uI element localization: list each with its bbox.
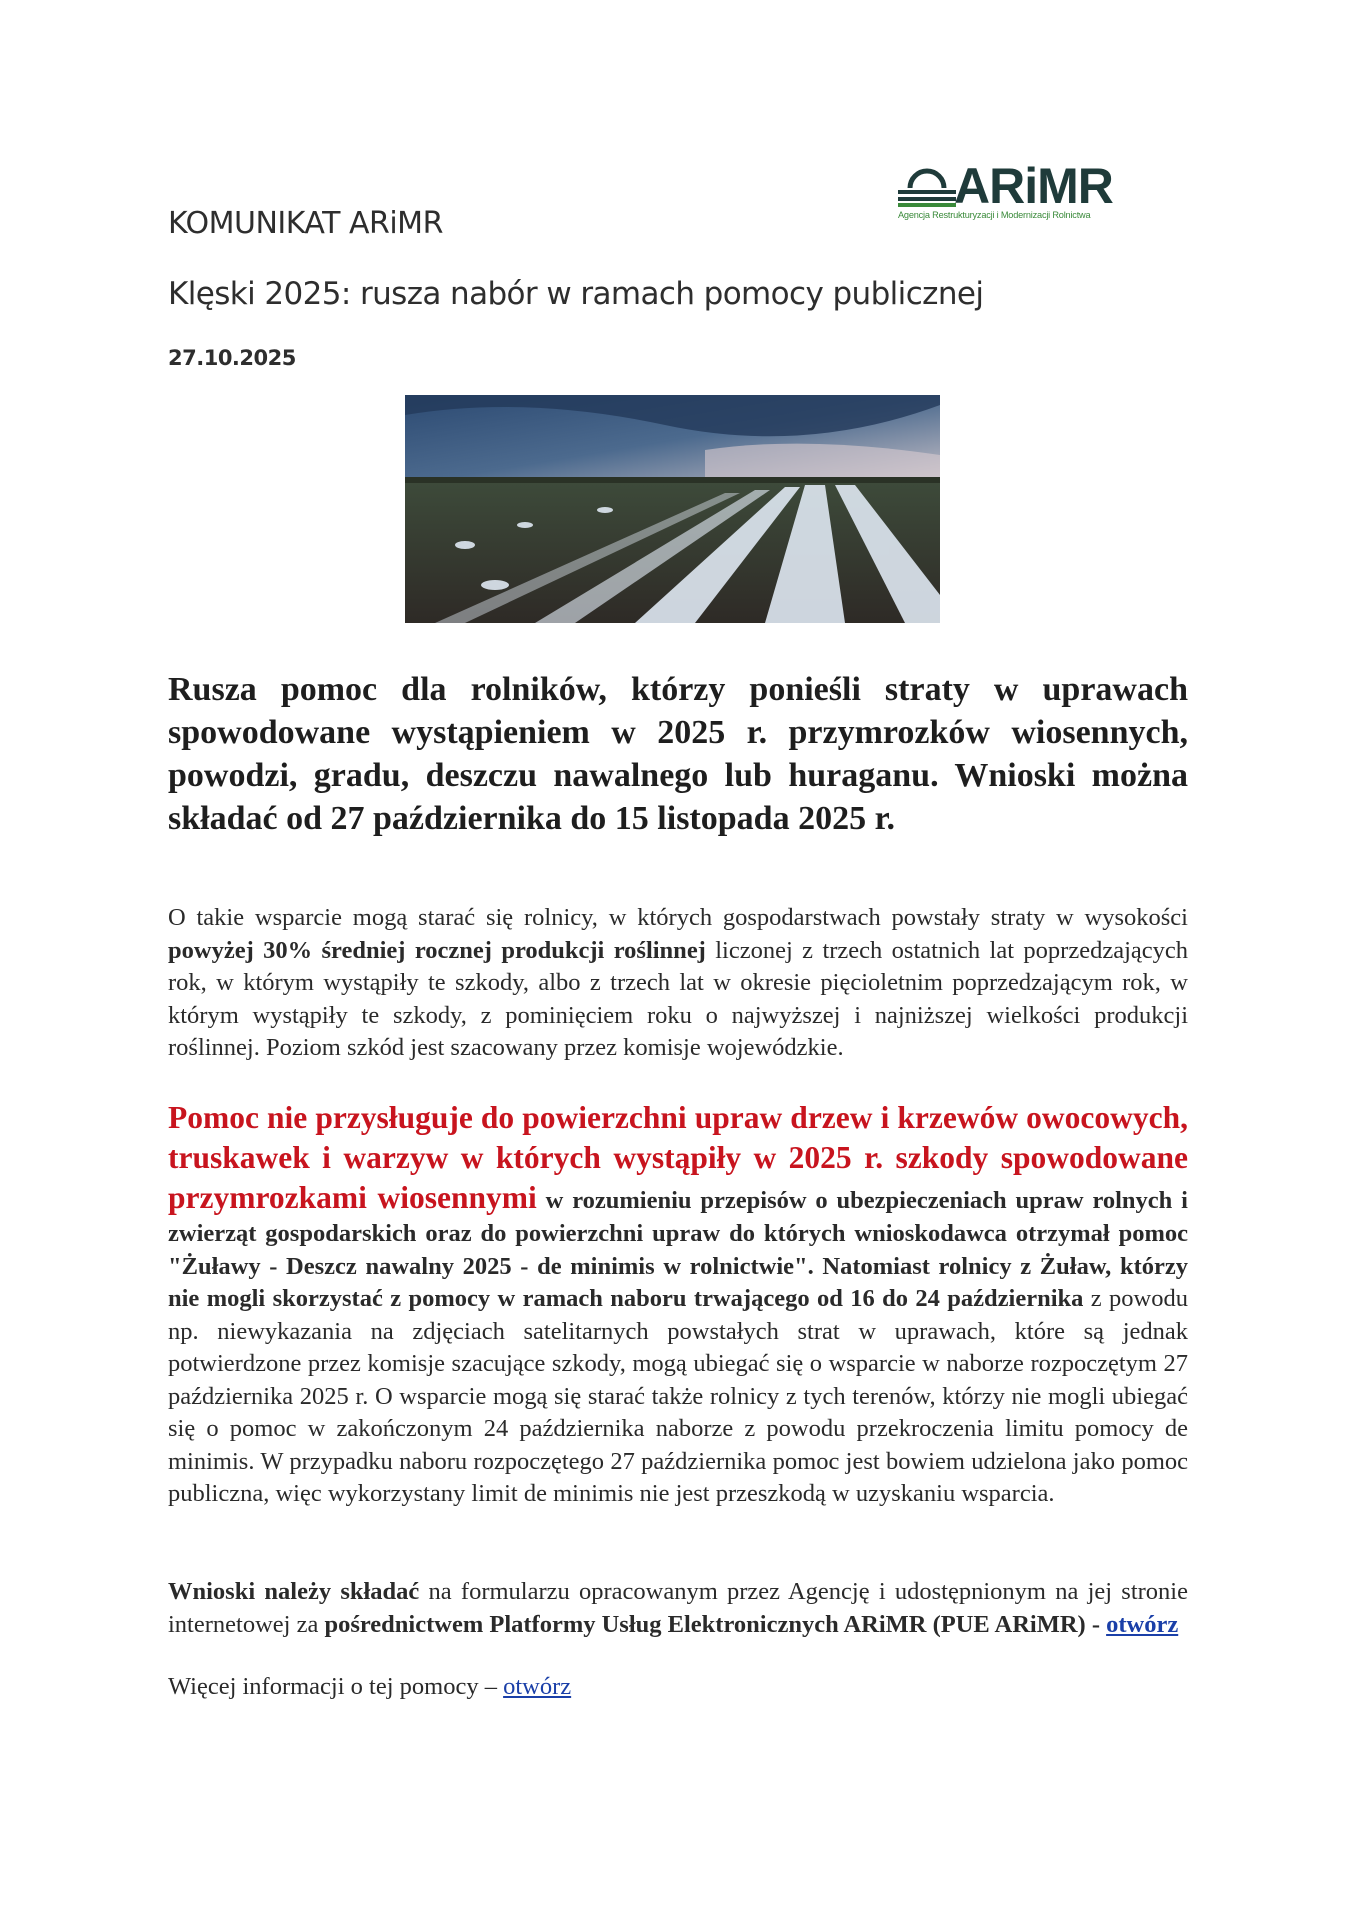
arimr-logo <box>896 160 1146 226</box>
p4-text: Więcej informacji o tej pomocy – <box>168 1673 504 1700</box>
lead-paragraph: Rusza pomoc dla rolników, którzy ponieśli straty w uprawach spowodowane wystąpieniem w 2025 r. przymrozków wiosennych, powodzi, gradu, deszczu nawalnego lub huraganu. Wnioski można składać od 27 października do 15 listopada 2025 r. <box>168 671 1188 837</box>
pue-open-link[interactable]: otwórz <box>1106 1610 1179 1638</box>
photo-illustration <box>405 395 940 623</box>
more-info-open-link[interactable]: otwórz <box>503 1673 572 1700</box>
application-paragraph <box>168 1576 1188 1641</box>
p1-bold: powyżej 30% średniej rocznej produkcji roślinnej <box>168 936 706 964</box>
arimr-logo-mark-icon <box>896 166 958 208</box>
page-title: Klęski 2025: rusza nabór w ramach pomocy publicznej <box>168 276 984 312</box>
p2-text: z powodu np. niewykazania na zdjęciach satelitarnych powstałych strat w uprawach, które są jednak potwierdzone przez komisje szacujące szkody, mogą ubiegać się o wsparcie w naborze rozpoczętym 27 października 2025 r. O wsparcie mogą się starać także rolnicy z tych terenów, którzy nie mogli ubiegać się o pomoc w zakończonym 24 października naborze z powodu przekroczenia limitu pomocy de minimis. W przypadku naboru rozpoczętego 27 października pomoc jest bowiem udzielona jako pomoc publiczna, więc wykorzystany limit de minimis nie jest przeszkodą w uzyskaniu wsparcia. <box>168 1285 1188 1507</box>
exclusion-warning: Pomoc nie przysługuje do powierzchni upraw drzew i krzewów owocowych, truskawek i warzyw w których wystąpiły w 2025 r. szkody spowodowane przymrozkami wiosennymi <box>168 1100 1188 1215</box>
p2-bold: w rozumieniu przepisów o ubezpieczeniach upraw rolnych i zwierząt gospodarskich oraz do powierzchni upraw do których wnioskodawca otrzymał pomoc "Żuławy - Deszcz nawalny 2025 - de minimis w rolnictwie". Natomiast rolnicy z Żuław, którzy nie mogli skorzystać z pomocy w ramach naboru trwającego od 16 do 24 października <box>168 1187 1188 1312</box>
more-info-paragraph <box>168 1671 1188 1704</box>
kicker: KOMUNIKAT ARiMR <box>168 206 443 241</box>
p3-text: na formularzu opracowanym przez Agencję i udostępnionym na jej stronie internetowej za <box>168 1578 1188 1638</box>
exclusions-paragraph <box>168 1098 1188 1511</box>
logo-name: ARiMR <box>954 158 1113 214</box>
p3-bold-2: pośrednictwem Platformy Usług Elektronicznych ARiMR (PUE ARiMR) - <box>324 1610 1107 1638</box>
publication-date: 27.10.2025 <box>168 346 296 370</box>
p1-text-a: O takie wsparcie mogą starać się rolnicy, w których gospodarstwach powstały straty w wysokości <box>168 904 1188 931</box>
eligibility-paragraph <box>168 902 1188 1065</box>
p1-text-b: liczonej z trzech ostatnich lat poprzedzających rok, w którym wystąpiły te szkody, albo z trzech lat w okresie pięcioletnim poprzedzającym rok, w którym wystąpiły te szkody, z pominięciem roku o najwyższej i najniższej wielkości produkcji roślinnej. Poziom szkód jest szacowany przez komisje wojewódzkie. <box>168 936 1188 1061</box>
hail-field-photo <box>405 395 940 623</box>
p3-bold-1: Wnioski należy składać <box>168 1578 420 1605</box>
logo-subtitle: Agencja Restrukturyzacji i Modernizacji Rolnictwa <box>898 210 1091 220</box>
